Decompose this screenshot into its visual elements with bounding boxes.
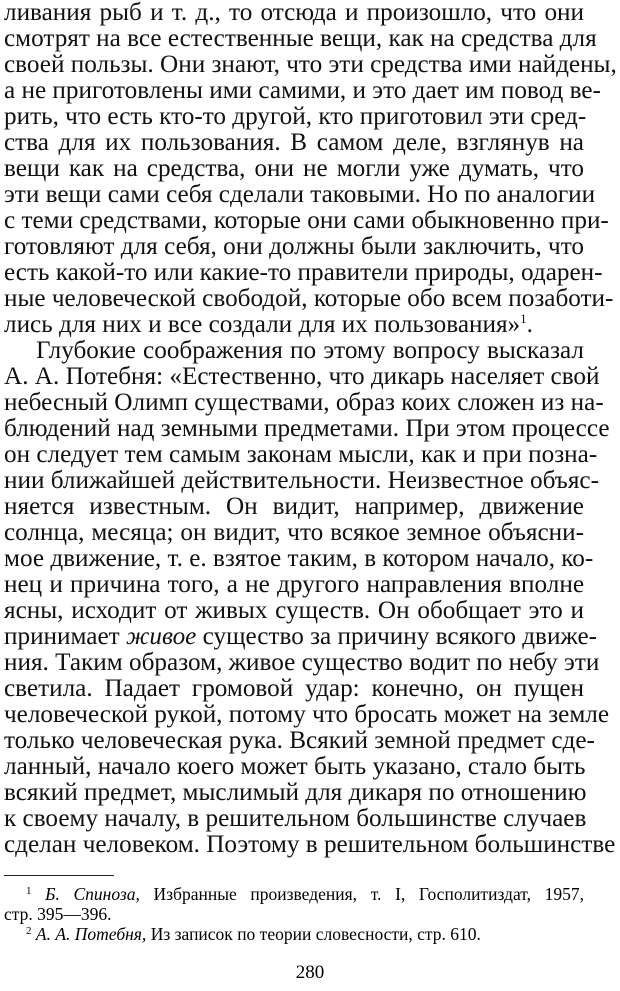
text-line: ния. Таким образом, живое существо водит по небу эти [4,649,600,676]
text-line: ясны, исходит от живых существ. Он обобщает это и [4,597,584,624]
footnote [26,884,584,904]
text-line: своей пользы. Они знают, что эти средства ими найдены, [4,51,617,78]
text-line: нец и причина того, а не другого направления вполне [4,571,584,598]
text-line: сделан человеком. Поэтому в решительном большинстве [4,831,616,858]
text-segment: существо за причину всякого движе- [202,623,598,650]
text-line: светила. Падает громовой удар: конечно, он пущен [4,675,584,702]
footnote-author: А. А. Потебня, [35,924,147,944]
text-line: нии ближайшей действительности. Неизвестное объяс- [4,467,599,494]
text-line: блюдений над земными предметами. При этом процессе [4,415,610,442]
text-line: только человеческая рука. Всякий земной предмет сде- [4,727,595,754]
text-segment: принимает [4,623,120,650]
page-number: 280 [295,962,325,983]
text-line: к своему началу, в решительном большинстве случаев [4,805,587,832]
footnote-ref: 1 [520,311,527,326]
text-line: есть какой-то или какие-то правители природы, одарен- [4,259,603,286]
footnote-number: 1 [26,885,32,897]
text-line: рить, что есть кто-то другой, кто приготовил эти сред- [4,103,587,130]
text-line: няется известным. Он видит, например, движение [4,493,584,520]
text-line: мое движение, т. е. взятое таким, в котором начало, ко- [4,545,594,572]
text-line: ства для их пользования. В самом деле, взглянув на [4,129,584,156]
footnote-text: Избранные произведения, т. I, Госполитиздат, 1957, [153,884,584,904]
text-line: ные человеческой свободой, которые обо всем позаботи- [4,285,614,312]
text-line: эти вещи сами себя сделали таковыми. Но по аналогии [4,181,596,208]
text-line: а не приготовлены ими самими, и это дает им повод ве- [4,77,601,104]
text-line: небесный Олимп существами, образ коих сложен из на- [4,389,604,416]
text-line: человеческой рукой, потому что бросать может на земле [4,701,610,728]
footnote-divider [4,875,114,876]
text-line: вещи как на средства, они не могли уже думать, что [4,155,584,182]
text-line: всякий предмет, мыслимый для дикаря по отношению [4,779,587,806]
footnote-text: Из записок по теории словесности, стр. 610. [150,924,481,944]
text-line-content: лись для них и все создали для их пользования» [4,311,521,338]
text-line: смотрят на все естественные вещи, как на средства для [4,25,597,52]
paragraph-start-line: Глубокие соображения по этому вопросу высказал [36,337,584,364]
text-line: ланный, начало коего может быть указано, стало быть [4,753,586,780]
text-line [4,623,598,650]
footnote-author: Б. Спиноза, [45,884,140,904]
footnote [26,924,584,944]
text-line: с теми средствами, которые они сами обыкновенно при- [4,207,609,234]
footnote-continuation: стр. 395—396. [4,904,112,924]
text-line: солнца, месяца; он видит, что всякое земное объясни- [4,519,584,546]
italic-emphasis: живое [125,623,197,650]
footnote-number: 2 [26,925,32,937]
text-line: ливания рыб и т. д., то отсюда и произошло, что они [4,0,584,26]
text-line: он следует тем самым законам мысли, как и при позна- [4,441,598,468]
text-line: А. А. Потебня: «Естественно, что дикарь населяет свой [4,363,600,390]
text-line: готовляют для себя, они должны были заключить, что [4,233,584,260]
text-line: лись для них и все создали для их пользования»$^1$. [4,311,533,338]
